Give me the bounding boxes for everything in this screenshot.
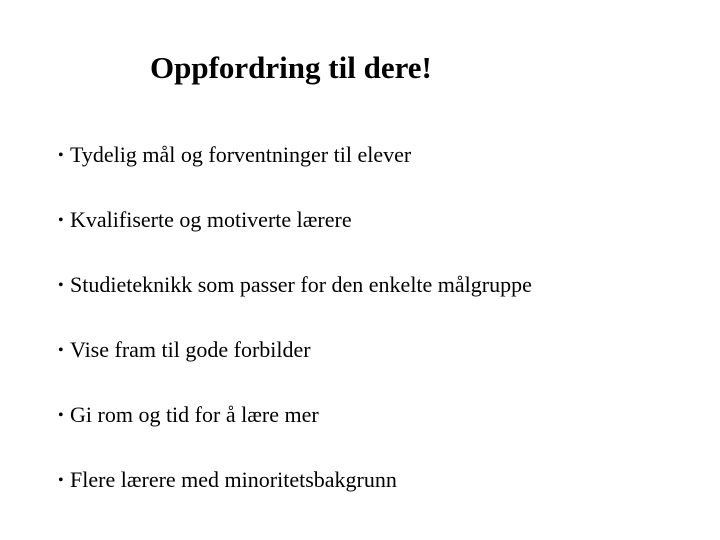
bullet-text: Kvalifiserte og motiverte lærere xyxy=(70,207,352,232)
bullet-text: Tydelig mål og forventninger til elever xyxy=(70,142,412,167)
bullet-item xyxy=(58,205,352,236)
bullet-text: Flere lærere med minoritetsbakgrunn xyxy=(70,467,397,492)
bullet-item xyxy=(58,465,397,496)
bullet-item xyxy=(58,270,532,301)
bullet-item xyxy=(58,335,311,366)
bullet-text: Vise fram til gode forbilder xyxy=(70,337,311,362)
bullet-icon: • xyxy=(58,277,64,294)
slide-title: Oppfordring til dere! xyxy=(150,50,432,85)
bullet-item xyxy=(58,140,411,171)
bullet-icon: • xyxy=(58,407,64,424)
bullet-item xyxy=(58,400,319,431)
bullet-icon: • xyxy=(58,212,64,229)
bullet-text: Gi rom og tid for å lære mer xyxy=(70,402,319,427)
bullet-icon: • xyxy=(58,147,64,164)
bullet-icon: • xyxy=(58,472,64,489)
bullet-icon: • xyxy=(58,342,64,359)
bullet-text: Studieteknikk som passer for den enkelte målgruppe xyxy=(70,272,532,297)
